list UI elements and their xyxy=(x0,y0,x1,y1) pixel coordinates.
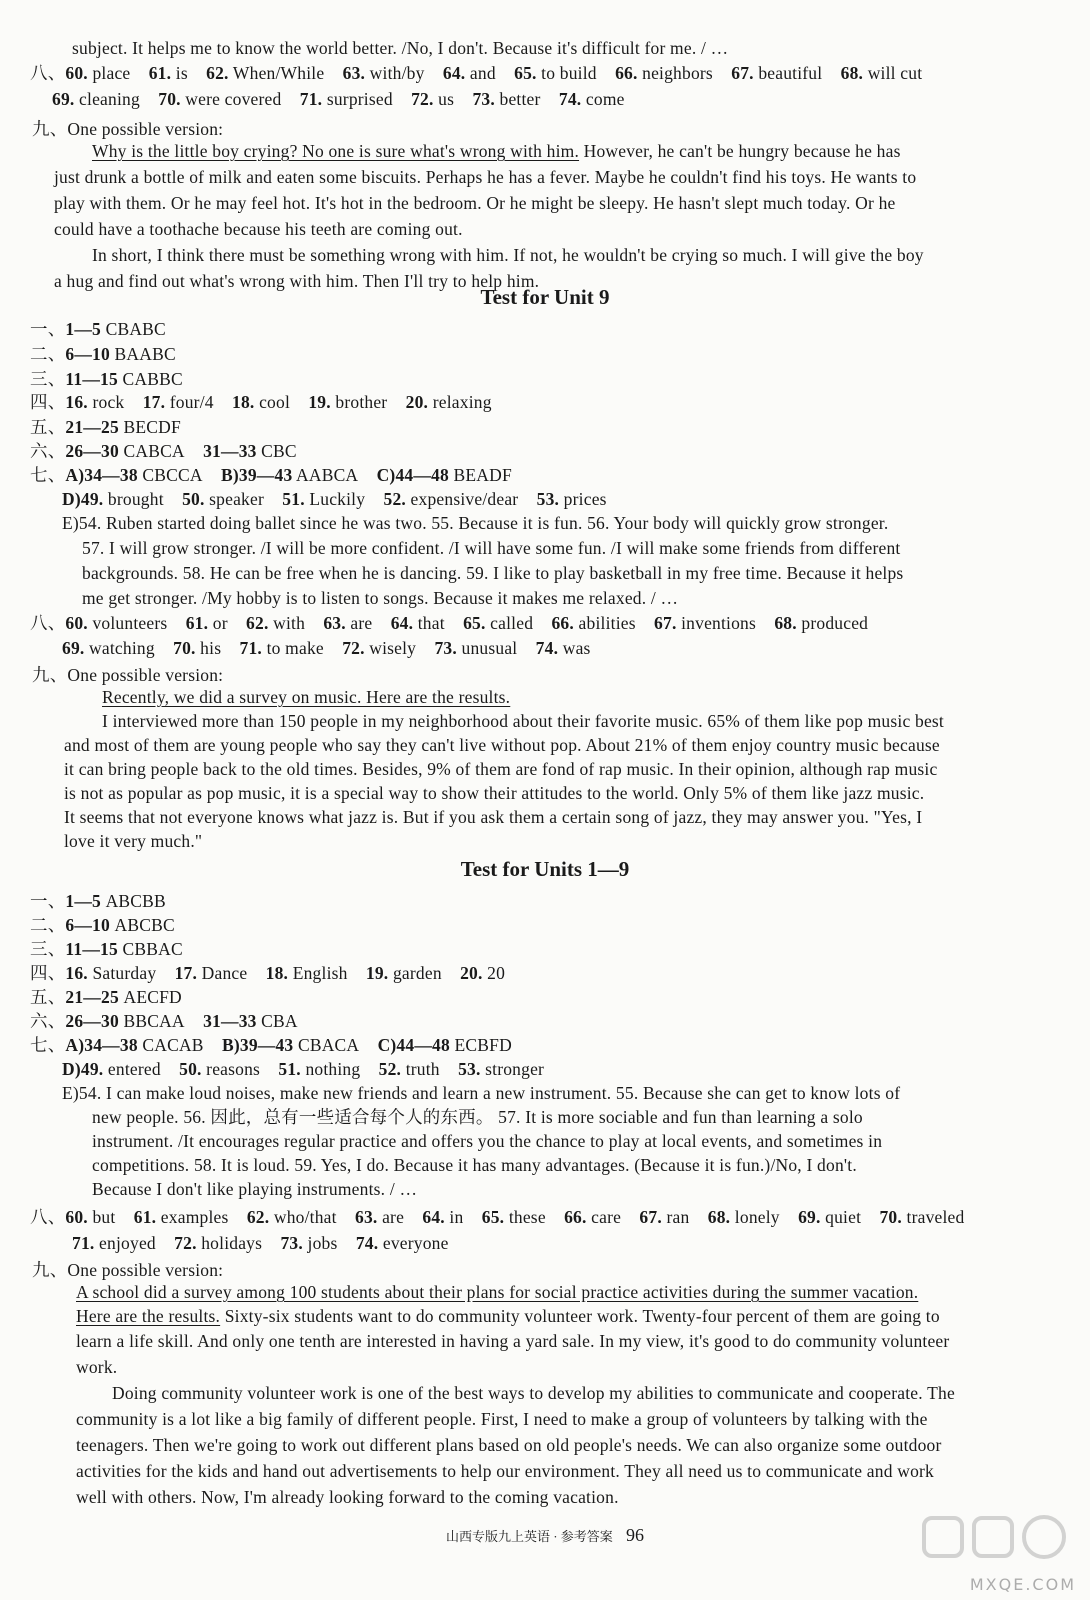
essay-line xyxy=(54,192,895,214)
answer-text: and xyxy=(465,63,496,83)
question-number: 53. xyxy=(536,489,560,509)
question-number: 17. xyxy=(142,392,166,412)
essay-line xyxy=(54,218,463,240)
question-number: 50. xyxy=(179,1059,202,1079)
answer-row xyxy=(62,637,591,659)
question-number: 1—5 xyxy=(65,891,102,911)
answer-row xyxy=(62,1058,544,1080)
section-label: 六、 xyxy=(30,1011,66,1031)
answer-text: are xyxy=(377,1207,405,1227)
answer-text: will cut xyxy=(863,63,923,83)
answer-text: lonely xyxy=(730,1207,780,1227)
essay-line: activities for the kids and hand out advertisements to help our environment. They all need us to communicate and work xyxy=(76,1461,934,1481)
answer-text: with xyxy=(268,613,306,633)
answer-text: produced xyxy=(796,613,869,633)
answer-row xyxy=(30,416,181,438)
unit9-section-9-label: 九、One possible version: xyxy=(32,665,224,685)
question-number: 20. xyxy=(405,392,429,412)
question-number: 67. xyxy=(731,63,754,83)
question-number: 26—30 xyxy=(65,441,119,461)
question-number: 74. xyxy=(535,638,559,658)
question-number: 65. xyxy=(463,613,486,633)
question-number: 16. xyxy=(65,392,88,412)
question-number: 69. xyxy=(798,1207,821,1227)
answer-text: CBBAC xyxy=(117,939,183,959)
answer-text: volunteers xyxy=(87,613,168,633)
answer-text: speaker xyxy=(204,489,264,509)
essay-line: well with others. Now, I'm already looking forward to the coming vacation. xyxy=(76,1487,619,1507)
units1-9-essay-underlined: Here are the results. xyxy=(76,1306,221,1326)
question-number: 72. xyxy=(411,89,434,109)
section-label: 二、 xyxy=(30,915,66,935)
answer-text: 20 xyxy=(482,963,506,983)
answer-row xyxy=(30,612,868,634)
e-answer-line: instrument. /It encourages regular practice and offers you the chance to play at local events, and sometimes in xyxy=(92,1131,883,1151)
question-number: 61. xyxy=(133,1207,157,1227)
essay-line: Doing community volunteer work is one of the best ways to develop my abilities to communicate and cooperate. The xyxy=(112,1383,955,1403)
e-answer-line: new people. 56. 因此，总有一些适合每个人的东西。 57. It is more sociable and fun than learning a solo xyxy=(92,1107,863,1127)
answer-row xyxy=(72,1232,449,1254)
answer-text: who/that xyxy=(269,1207,337,1227)
units1-9-title: Test for Units 1—9 xyxy=(460,857,630,881)
answer-text: relaxing xyxy=(428,392,492,412)
question-number: 68. xyxy=(774,613,797,633)
e-answer-line: me get stronger. /My hobby is to listen to songs. Because it makes me relaxed. / … xyxy=(82,588,679,608)
answer-text: CABBC xyxy=(117,369,183,389)
answer-row xyxy=(30,440,297,462)
question-number: 11—15 xyxy=(65,939,118,959)
question-number: 66. xyxy=(564,1207,587,1227)
question-number: 60. xyxy=(65,63,88,83)
question-number: 51. xyxy=(282,489,305,509)
answer-text: four/4 xyxy=(165,392,214,412)
answer-text: were covered xyxy=(180,89,282,109)
answer-row xyxy=(30,343,176,365)
answer-text: neighbors xyxy=(637,63,713,83)
question-number: 62. xyxy=(206,63,229,83)
answer-text: wisely xyxy=(364,638,417,658)
units1-9-section-9-label: 九、One possible version: xyxy=(32,1260,224,1280)
essay-line: teenagers. Then we're going to work out different plans based on old people's needs. We can also organize some outdoor xyxy=(76,1435,942,1455)
section-label: 三、 xyxy=(30,369,66,389)
answer-row xyxy=(30,1010,298,1032)
answer-text: CBA xyxy=(256,1011,298,1031)
question-number: 69. xyxy=(62,638,85,658)
question-number: 73. xyxy=(280,1233,303,1253)
section-label: 一、 xyxy=(30,319,66,339)
essay-line xyxy=(92,140,901,162)
answer-text: When/While xyxy=(228,63,325,83)
answer-text: his xyxy=(195,638,222,658)
question-number: 21—25 xyxy=(65,987,119,1007)
answer-text: are xyxy=(345,613,373,633)
answer-text: BECDF xyxy=(118,417,181,437)
answer-text: inventions xyxy=(676,613,757,633)
section-label: 一、 xyxy=(30,891,66,911)
answer-text: that xyxy=(413,613,445,633)
question-number: 72. xyxy=(174,1233,197,1253)
answer-row xyxy=(30,464,512,486)
question-number: 71. xyxy=(299,89,323,109)
answer-text: with/by xyxy=(365,63,425,83)
answer-text: us xyxy=(433,89,455,109)
question-number: 69. xyxy=(52,89,75,109)
question-number: 1—5 xyxy=(65,319,102,339)
question-number: 21—25 xyxy=(65,417,119,437)
answer-text: prices xyxy=(559,489,607,509)
answer-text: is xyxy=(171,63,188,83)
answer-row xyxy=(30,62,922,84)
answer-text: better xyxy=(494,89,541,109)
essay-text: In short, I think there must be something wrong with him. If not, he wouldn't be crying so much. I will give the boy xyxy=(92,245,924,265)
answer-text: ECBFD xyxy=(449,1035,512,1055)
answer-text: brother xyxy=(330,392,388,412)
answer-text: CBC xyxy=(256,441,297,461)
essay-text: just drunk a bottle of milk and eaten some biscuits. Perhaps he has a fever. Maybe he couldn't find his toys. He wants to xyxy=(54,167,917,187)
answer-row xyxy=(30,890,166,912)
answer-text: holidays xyxy=(196,1233,263,1253)
question-number: 70. xyxy=(158,89,181,109)
answer-text: or xyxy=(208,613,228,633)
answer-text: was xyxy=(558,638,591,658)
question-number: 73. xyxy=(472,89,495,109)
answer-text: CABCA xyxy=(118,441,185,461)
question-number: 6—10 xyxy=(65,915,110,935)
question-number: 67. xyxy=(654,613,677,633)
question-number: 63. xyxy=(355,1207,378,1227)
answer-text: to make xyxy=(262,638,324,658)
question-number: 20. xyxy=(460,963,483,983)
answer-text: expensive/dear xyxy=(405,489,519,509)
question-number: 64. xyxy=(422,1207,445,1227)
section-label: 八、 xyxy=(30,1207,66,1227)
question-number: 6—10 xyxy=(65,344,110,364)
e-answer-line: 57. I will grow stronger. /I will be more confident. /I will have some fun. /I will make some friends from different xyxy=(82,538,901,558)
answer-text: BEADF xyxy=(448,465,512,485)
question-number: 11—15 xyxy=(65,369,118,389)
answer-text: entered xyxy=(103,1059,161,1079)
essay-text: However, he can't be hungry because he has xyxy=(579,141,901,161)
section-label: 八、 xyxy=(30,613,66,633)
question-number: 68. xyxy=(840,63,864,83)
section-label: 四、 xyxy=(30,963,66,983)
essay-text: play with them. Or he may feel hot. It's hot in the bedroom. Or he might be sleepy. He hasn't slept much today. Or he xyxy=(54,193,896,213)
answer-text: AECFD xyxy=(118,987,182,1007)
essay-line: and most of them are young people who say they can't live without pop. About 21% of them enjoy country music because xyxy=(64,735,940,755)
answer-text: nothing xyxy=(300,1059,361,1079)
answer-text: Saturday xyxy=(87,963,157,983)
essay-line: it can bring people back to the old times. Besides, 9% of them are fond of rap music. In their opinion, although rap music xyxy=(64,759,938,779)
answer-text: unusual xyxy=(456,638,518,658)
answer-text: abilities xyxy=(573,613,636,633)
essay-line: is not as popular as pop music, it is a special way to show their attitudes to the world. Only 5% of them like jazz music. xyxy=(64,783,925,803)
answer-text: cool xyxy=(254,392,291,412)
question-number: 31—33 xyxy=(203,1011,257,1031)
question-number: 61. xyxy=(148,63,172,83)
question-number: A)34—38 xyxy=(65,1035,138,1055)
question-number: 62. xyxy=(246,613,269,633)
answer-row xyxy=(30,1206,964,1228)
answer-text: AABCA xyxy=(292,465,359,485)
book-title: 山西专版九上英语 · 参考答案 xyxy=(445,1529,613,1544)
question-number: 60. xyxy=(65,613,88,633)
answer-text: care xyxy=(586,1207,622,1227)
question-number: 70. xyxy=(173,638,196,658)
answer-text: CBACA xyxy=(293,1035,360,1055)
section-label: 六、 xyxy=(30,441,66,461)
prev-top-line: subject. It helps me to know the world better. /No, I don't. Because it's difficult for me. / … xyxy=(72,38,729,58)
answer-text: reasons xyxy=(201,1059,261,1079)
answer-text: BAABC xyxy=(109,344,176,364)
question-number: 52. xyxy=(378,1059,402,1079)
section-label: 四、 xyxy=(30,392,66,412)
question-number: 65. xyxy=(514,63,537,83)
answer-text: to build xyxy=(536,63,597,83)
question-number: 63. xyxy=(323,613,346,633)
section-label: 七、 xyxy=(30,1035,66,1055)
essay-line: learn a life skill. And only one tenth are interested in having a yard sale. In my view, it's good to do community volunteer xyxy=(76,1331,950,1351)
question-number: 53. xyxy=(458,1059,481,1079)
answer-text: ran xyxy=(661,1207,690,1227)
question-number: 64. xyxy=(390,613,414,633)
units1-9-essay-line-1: A school did a survey among 100 students about their plans for social practice activities during the summer vacation. xyxy=(76,1282,919,1302)
question-number: 31—33 xyxy=(203,441,257,461)
question-number: 68. xyxy=(707,1207,731,1227)
answer-row xyxy=(30,914,175,936)
answer-text: CBABC xyxy=(101,319,166,339)
answer-text: garden xyxy=(388,963,442,983)
answer-row xyxy=(30,962,505,984)
essay-line xyxy=(92,244,924,266)
answer-text: but xyxy=(87,1207,116,1227)
answer-text: stronger xyxy=(480,1059,545,1079)
answer-row xyxy=(30,318,166,340)
question-number: 71. xyxy=(72,1233,95,1253)
answer-text: called xyxy=(485,613,534,633)
question-number: 67. xyxy=(639,1207,662,1227)
answer-row xyxy=(62,488,607,510)
question-number: 73. xyxy=(434,638,457,658)
essay-text: a hug and find out what's wrong with him. Then I'll try to help him. xyxy=(54,271,540,291)
question-number: 74. xyxy=(558,89,582,109)
answer-text: rock xyxy=(87,392,125,412)
answer-text: CACAB xyxy=(137,1035,204,1055)
unit9-essay-first-line: Recently, we did a survey on music. Here are the results. xyxy=(102,687,511,707)
question-number: 62. xyxy=(246,1207,270,1227)
question-number: 65. xyxy=(481,1207,505,1227)
answer-text: surprised xyxy=(322,89,393,109)
essay-text: could have a toothache because his teeth are coming out. xyxy=(54,219,463,239)
answer-text: everyone xyxy=(378,1233,449,1253)
e-answer-line: competitions. 58. It is loud. 59. Yes, I do. Because it has many advantages. (Because it is fun.)/No, I don't. xyxy=(92,1155,857,1175)
question-number: 19. xyxy=(308,392,331,412)
answer-text: these xyxy=(504,1207,546,1227)
e-answer-line: Because I don't like playing instruments. / … xyxy=(92,1179,418,1199)
question-number: 50. xyxy=(182,489,205,509)
answer-text: CBCCA xyxy=(137,465,203,485)
section-label: 五、 xyxy=(30,987,66,1007)
watermark-logo xyxy=(920,1512,1070,1582)
question-number: 72. xyxy=(342,638,365,658)
section-label: 五、 xyxy=(30,417,66,437)
units1-9-essay-line-2 xyxy=(76,1305,940,1327)
e-answer-line: backgrounds. 58. He can be free when he is dancing. 59. I like to play basketball in my free time. Because it helps xyxy=(82,563,904,583)
answer-text: enjoyed xyxy=(94,1233,156,1253)
answer-text: quiet xyxy=(820,1207,862,1227)
answer-text: beautiful xyxy=(753,63,823,83)
section-label: 八、 xyxy=(30,63,66,83)
page-number: 96 xyxy=(626,1525,645,1545)
question-number: 51. xyxy=(278,1059,301,1079)
question-number: 71. xyxy=(239,638,263,658)
essay-underlined: Why is the little boy crying? No one is sure what's wrong with him. xyxy=(92,141,580,161)
section-label: 三、 xyxy=(30,939,66,959)
essay-line: community is a lot like a big family of different people. First, I need to make a group of volunteers by talking with the xyxy=(76,1409,928,1429)
question-number: D)49. xyxy=(62,1059,104,1079)
answer-row xyxy=(30,986,182,1008)
answer-row xyxy=(30,938,183,960)
answer-text: examples xyxy=(156,1207,229,1227)
question-number: 66. xyxy=(615,63,638,83)
question-number: C)44—48 xyxy=(377,1035,450,1055)
section-label: 七、 xyxy=(30,465,66,485)
answer-row xyxy=(30,368,183,390)
section-label: 二、 xyxy=(30,344,66,364)
question-number: 66. xyxy=(551,613,574,633)
essay-line: I interviewed more than 150 people in my neighborhood about their favorite music. 65% of them like pop music best xyxy=(102,711,944,731)
answer-text: brought xyxy=(103,489,164,509)
answer-text: truth xyxy=(401,1059,440,1079)
answer-text: Dance xyxy=(197,963,248,983)
watermark-text: MXQE.COM xyxy=(969,1575,1076,1594)
answer-text: BBCAA xyxy=(118,1011,185,1031)
answer-row xyxy=(30,1034,512,1056)
question-number: D)49. xyxy=(62,489,104,509)
question-number: 60. xyxy=(65,1207,88,1227)
question-number: 70. xyxy=(879,1207,902,1227)
question-number: 18. xyxy=(232,392,255,412)
question-number: 19. xyxy=(365,963,389,983)
answer-text: ABCBB xyxy=(101,891,166,911)
essay-line: It seems that not everyone knows what jazz is. But if you ask them a certain song of jazz, they may answer you. "Yes, I xyxy=(64,807,923,827)
e-answer-line: E)54. Ruben started doing ballet since he was two. 55. Because it is fun. 56. Your body will quickly grow stronger. xyxy=(62,513,889,533)
answer-text: ABCBC xyxy=(109,915,175,935)
question-number: B)39—43 xyxy=(221,465,293,485)
question-number: 18. xyxy=(265,963,289,983)
e-answer-line: E)54. I can make loud noises, make new friends and learn a new instrument. 55. Because she can get to know lots of xyxy=(62,1083,901,1103)
question-number: C)44—48 xyxy=(376,465,449,485)
essay-line: work. xyxy=(76,1357,118,1377)
essay-line xyxy=(54,166,916,188)
unit9-title: Test for Unit 9 xyxy=(480,285,610,309)
question-number: 52. xyxy=(383,489,406,509)
units1-9-essay-rest: Sixty-six students want to do community volunteer work. Twenty-four percent of them are going to xyxy=(220,1306,940,1326)
answer-text: English xyxy=(288,963,348,983)
answer-row xyxy=(30,391,492,413)
answer-text: traveled xyxy=(901,1207,965,1227)
essay-line: love it very much." xyxy=(64,831,203,851)
question-number: 16. xyxy=(65,963,88,983)
answer-text: come xyxy=(581,89,625,109)
prev-section-9-label: 九、One possible version: xyxy=(32,119,224,139)
question-number: A)34—38 xyxy=(65,465,138,485)
question-number: 74. xyxy=(355,1233,379,1253)
answer-row xyxy=(52,88,625,110)
answer-text: place xyxy=(87,63,131,83)
answer-text: cleaning xyxy=(74,89,140,109)
question-number: 64. xyxy=(442,63,466,83)
question-number: 17. xyxy=(174,963,198,983)
question-number: 26—30 xyxy=(65,1011,119,1031)
question-number: 61. xyxy=(185,613,209,633)
question-number: 63. xyxy=(342,63,366,83)
answer-text: jobs xyxy=(302,1233,338,1253)
answer-text: watching xyxy=(84,638,155,658)
answer-text: in xyxy=(444,1207,464,1227)
question-number: B)39—43 xyxy=(221,1035,294,1055)
answer-text: Luckily xyxy=(304,489,366,509)
